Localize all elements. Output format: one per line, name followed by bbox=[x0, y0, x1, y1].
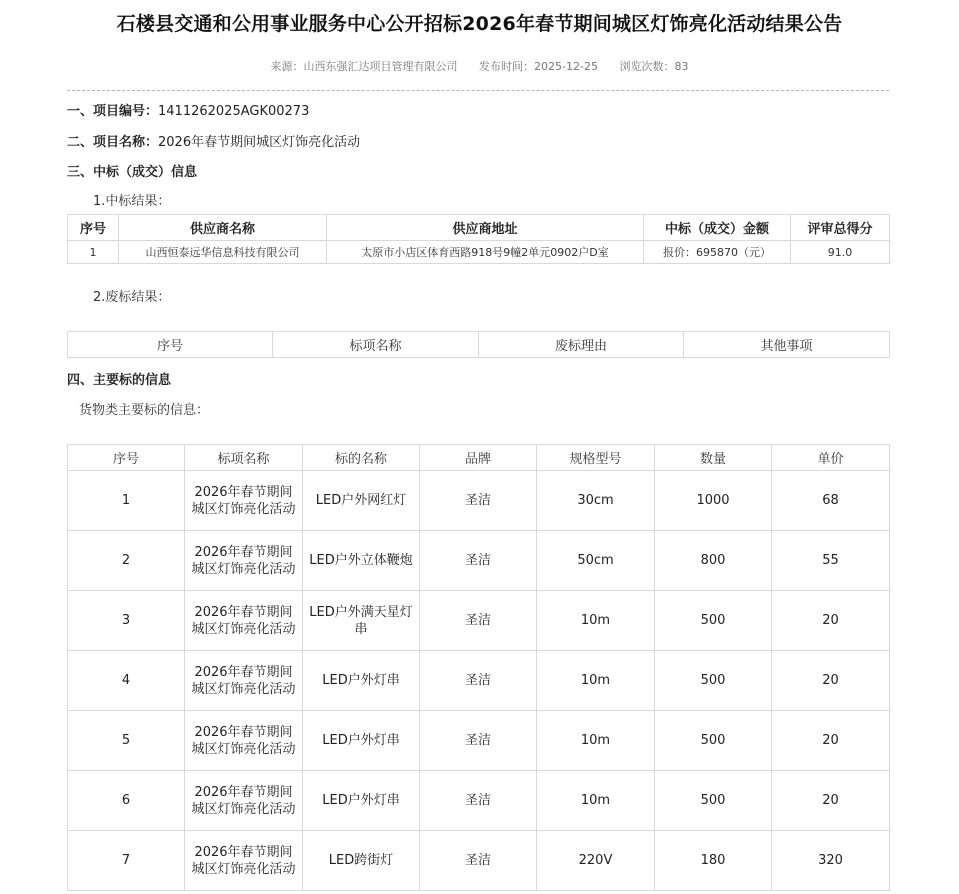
table-cell: LED户外灯串 bbox=[303, 651, 420, 711]
table-cell: 1000 bbox=[655, 471, 772, 531]
table-cell: 500 bbox=[655, 591, 772, 651]
table-cell: 800 bbox=[655, 531, 772, 591]
table-row bbox=[68, 831, 890, 891]
table-cell: LED户外网红灯 bbox=[303, 471, 420, 531]
table-cell: 2026年春节期间城区灯饰亮化活动 bbox=[185, 651, 303, 711]
table-cell: LED户外灯串 bbox=[303, 771, 420, 831]
col-header: 其他事项 bbox=[684, 332, 890, 358]
project-name-line bbox=[67, 134, 360, 152]
table-header-row bbox=[68, 332, 890, 358]
table-cell: 圣洁 bbox=[420, 471, 537, 531]
table-cell: 68 bbox=[772, 471, 890, 531]
table-cell: 2026年春节期间城区灯饰亮化活动 bbox=[185, 771, 303, 831]
winning-bid-table bbox=[67, 214, 890, 264]
project-name-label: 二、项目名称： bbox=[67, 135, 159, 150]
table-cell: 55 bbox=[772, 531, 890, 591]
table-cell: LED户外灯串 bbox=[303, 711, 420, 771]
table-row bbox=[68, 531, 890, 591]
table-cell: 报价：695870（元） bbox=[644, 241, 791, 264]
table-cell: 500 bbox=[655, 711, 772, 771]
view-count: 浏览次数：83 bbox=[619, 60, 689, 73]
table-cell: 7 bbox=[68, 831, 185, 891]
source-text: 来源：山西东强汇达项目管理有限公司 bbox=[270, 60, 458, 73]
table-cell: 太原市小店区体育西路918号9幢2单元0902户D室 bbox=[327, 241, 644, 264]
col-header: 标的名称 bbox=[303, 445, 420, 471]
table-cell: 320 bbox=[772, 831, 890, 891]
table-cell: 10m bbox=[537, 711, 655, 771]
table-row bbox=[68, 771, 890, 831]
table-cell: 10m bbox=[537, 771, 655, 831]
table-cell: 圣洁 bbox=[420, 531, 537, 591]
table-cell: 1 bbox=[68, 471, 185, 531]
table-cell: 2026年春节期间城区灯饰亮化活动 bbox=[185, 471, 303, 531]
table-cell: 2 bbox=[68, 531, 185, 591]
col-header: 序号 bbox=[68, 215, 119, 241]
table-cell: 1 bbox=[68, 241, 119, 264]
table-cell: 圣洁 bbox=[420, 771, 537, 831]
project-number-value: 1411262025AGK00273 bbox=[158, 104, 310, 119]
table-cell: LED户外满天星灯串 bbox=[303, 591, 420, 651]
col-header: 供应商名称 bbox=[119, 215, 327, 241]
table-row bbox=[68, 651, 890, 711]
col-header: 标项名称 bbox=[273, 332, 479, 358]
fail-result-label: 2.废标结果： bbox=[93, 290, 171, 305]
goods-table bbox=[67, 444, 890, 891]
publish-date: 发布时间：2025-12-25 bbox=[479, 60, 598, 73]
col-header: 数量 bbox=[655, 445, 772, 471]
table-cell: 500 bbox=[655, 651, 772, 711]
table-header-row bbox=[68, 215, 890, 241]
table-cell: 180 bbox=[655, 831, 772, 891]
table-cell: 圣洁 bbox=[420, 651, 537, 711]
bid-info-heading: 三、中标（成交）信息 bbox=[67, 165, 198, 180]
table-row bbox=[68, 471, 890, 531]
table-cell: 圣洁 bbox=[420, 831, 537, 891]
table-cell: 2026年春节期间城区灯饰亮化活动 bbox=[185, 711, 303, 771]
col-header: 标项名称 bbox=[185, 445, 303, 471]
table-cell: 5 bbox=[68, 711, 185, 771]
table-cell: 30cm bbox=[537, 471, 655, 531]
table-cell: 10m bbox=[537, 651, 655, 711]
table-row bbox=[68, 711, 890, 771]
table-cell: 10m bbox=[537, 591, 655, 651]
table-row bbox=[68, 591, 890, 651]
project-number-line bbox=[67, 103, 309, 121]
table-cell: 20 bbox=[772, 771, 890, 831]
table-cell: LED跨街灯 bbox=[303, 831, 420, 891]
table-cell: 50cm bbox=[537, 531, 655, 591]
table-cell: 2026年春节期间城区灯饰亮化活动 bbox=[185, 531, 303, 591]
table-cell: 3 bbox=[68, 591, 185, 651]
table-cell: 2026年春节期间城区灯饰亮化活动 bbox=[185, 591, 303, 651]
table-cell: 91.0 bbox=[791, 241, 890, 264]
table-cell: 6 bbox=[68, 771, 185, 831]
col-header: 品牌 bbox=[420, 445, 537, 471]
col-header: 中标（成交）金额 bbox=[644, 215, 791, 241]
table-cell: 220V bbox=[537, 831, 655, 891]
col-header: 评审总得分 bbox=[791, 215, 890, 241]
col-header: 单价 bbox=[772, 445, 890, 471]
project-name-value: 2026年春节期间城区灯饰亮化活动 bbox=[158, 135, 361, 150]
col-header: 序号 bbox=[68, 445, 185, 471]
table-cell: 2026年春节期间城区灯饰亮化活动 bbox=[185, 831, 303, 891]
win-result-label: 1.中标结果： bbox=[93, 194, 171, 209]
project-number-label: 一、项目编号： bbox=[67, 104, 159, 119]
table-row bbox=[68, 241, 890, 264]
col-header: 规格型号 bbox=[537, 445, 655, 471]
col-header: 供应商地址 bbox=[327, 215, 644, 241]
table-cell: 20 bbox=[772, 591, 890, 651]
table-cell: LED户外立体鞭炮 bbox=[303, 531, 420, 591]
table-cell: 20 bbox=[772, 711, 890, 771]
article-meta bbox=[0, 59, 959, 75]
table-cell: 圣洁 bbox=[420, 591, 537, 651]
table-cell: 圣洁 bbox=[420, 711, 537, 771]
goods-info-label: 货物类主要标的信息： bbox=[79, 403, 210, 418]
table-cell: 500 bbox=[655, 771, 772, 831]
header-divider bbox=[67, 90, 889, 91]
page-title: 石楼县交通和公用事业服务中心公开招标2026年春节期间城区灯饰亮化活动结果公告 bbox=[116, 13, 843, 35]
failed-bid-table bbox=[67, 331, 890, 358]
col-header: 序号 bbox=[68, 332, 273, 358]
col-header: 废标理由 bbox=[479, 332, 684, 358]
table-cell: 山西恒泰远华信息科技有限公司 bbox=[119, 241, 327, 264]
main-info-heading: 四、主要标的信息 bbox=[67, 373, 172, 388]
table-header-row bbox=[68, 445, 890, 471]
table-cell: 20 bbox=[772, 651, 890, 711]
table-cell: 4 bbox=[68, 651, 185, 711]
